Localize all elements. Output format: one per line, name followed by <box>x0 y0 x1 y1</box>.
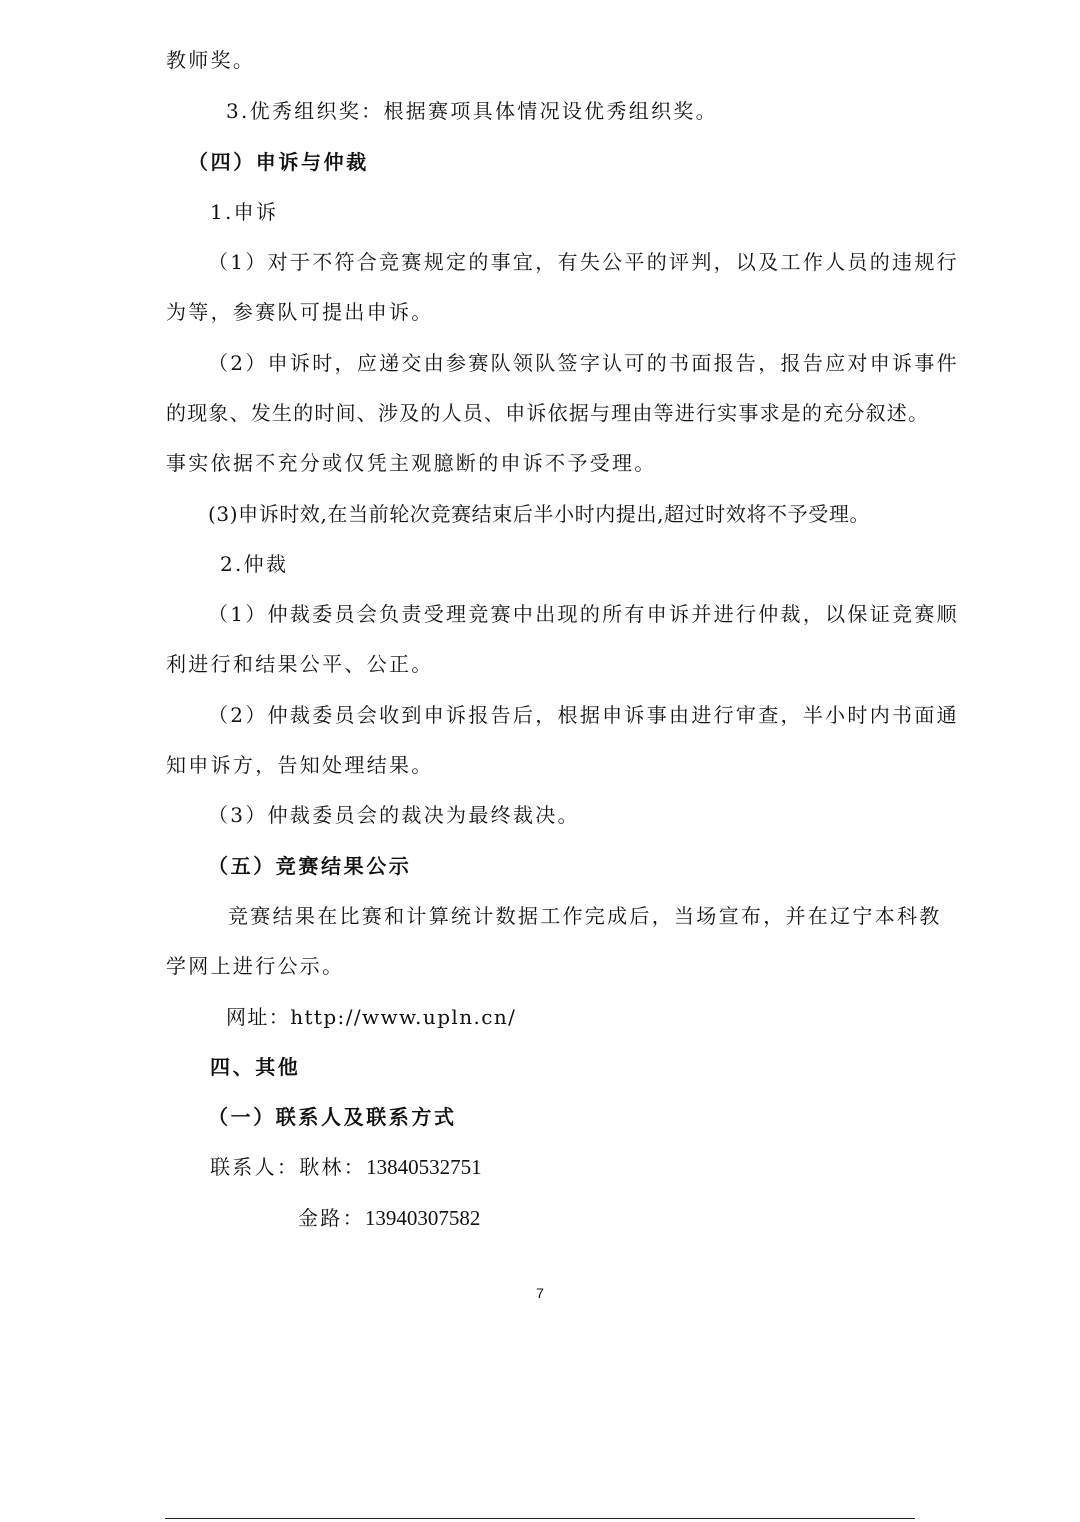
text-line: 事实依据不充分或仅凭主观臆断的申诉不予受理。 <box>166 451 657 475</box>
website-line: 网址：http://www.upln.cn/ <box>226 1005 517 1029</box>
subheading: 1.申诉 <box>210 200 279 224</box>
text-line: 教师奖。 <box>166 48 256 72</box>
text-line: （1）仲裁委员会负责受理竞赛中出现的所有申诉并进行仲裁，以保证竞赛顺 <box>208 602 959 626</box>
section-heading: （一）联系人及联系方式 <box>208 1105 457 1129</box>
footer-divider <box>165 1518 915 1519</box>
section-heading: （五）竞赛结果公示 <box>208 854 412 878</box>
contact-phone: 13940307582 <box>364 1206 481 1230</box>
contact-name: 金路： <box>298 1206 365 1230</box>
chapter-heading: 四、其他 <box>210 1055 301 1079</box>
contact-line-2 <box>0 1204 1080 1232</box>
text-line: 利进行和结果公平、公正。 <box>166 652 434 676</box>
contact-line-1 <box>0 1153 1080 1181</box>
contact-label: 联系人： <box>210 1155 300 1179</box>
contact-name: 耿林： <box>299 1155 367 1179</box>
text-line: 为等，参赛队可提出申诉。 <box>166 300 434 324</box>
text-line: （2）仲裁委员会收到申诉报告后，根据申诉事由进行审查，半小时内书面通 <box>208 703 959 727</box>
text-line: 3.优秀组织奖：根据赛项具体情况设优秀组织奖。 <box>226 99 718 123</box>
text-line: 的现象、发生的时间、涉及的人员、申诉依据与理由等进行实事求是的充分叙述。 <box>166 401 930 425</box>
text-line: 竞赛结果在比赛和计算统计数据工作完成后，当场宣布，并在辽宁本科教 <box>228 904 942 928</box>
contact-phone: 13840532751 <box>366 1155 482 1179</box>
text-line: (3)申诉时效,在当前轮次竞赛结束后半小时内提出,超过时效将不予受理。 <box>208 502 871 526</box>
page-number: 7 <box>536 1285 544 1301</box>
subheading: 2.仲裁 <box>220 552 289 576</box>
text-line: 知申诉方，告知处理结果。 <box>166 753 434 777</box>
text-line: （1）对于不符合竞赛规定的事宜，有失公平的评判，以及工作人员的违规行 <box>208 250 959 274</box>
text-line: （2）申诉时，应递交由参赛队领队签字认可的书面报告，报告应对申诉事件 <box>208 351 959 375</box>
text-line: （3）仲裁委员会的裁决为最终裁决。 <box>208 803 580 827</box>
text-line: 学网上进行公示。 <box>166 954 345 978</box>
section-heading: （四）申诉与仲裁 <box>188 150 369 174</box>
